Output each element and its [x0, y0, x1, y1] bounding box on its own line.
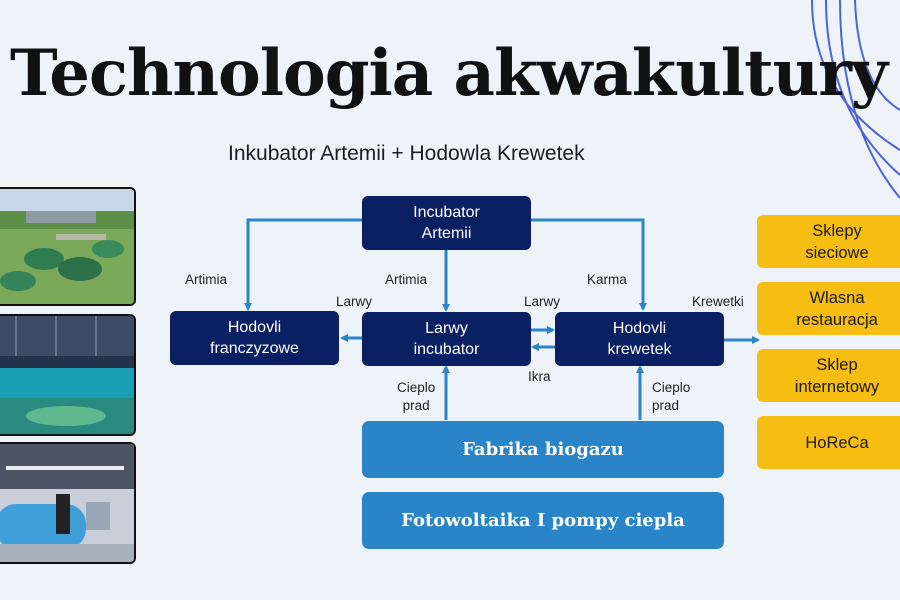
biogas-plant-bar: Fabrika biogazu — [362, 421, 724, 478]
label-krewetki: Krewetki — [692, 294, 744, 309]
label-cieplo-right: Cieplo prad — [652, 380, 691, 413]
label-artimia-mid: Artimia — [385, 272, 428, 287]
node-shrimp-farms: Hodovli krewetek — [555, 312, 724, 366]
label-larwy-right: Larwy — [524, 294, 561, 309]
node-larvae-incubator: Larwy incubator — [362, 312, 531, 366]
node-franchise-farms: Hodovli franczyzowe — [170, 311, 339, 365]
label-cieplo-left: Cieplo prad — [397, 380, 436, 413]
page-title: Technologia akwakultury — [10, 36, 888, 111]
hall-tanks-photo — [0, 442, 136, 564]
label-karma: Karma — [587, 272, 627, 287]
label-ikra: Ikra — [528, 369, 551, 384]
sales-online-store: Sklep internetowy — [757, 349, 900, 402]
indoor-pool-photo — [0, 314, 136, 436]
sales-chain-stores: Sklepy sieciowe — [757, 215, 900, 268]
label-larwy-left: Larwy — [336, 294, 373, 309]
page-subtitle: Inkubator Artemii + Hodowla Krewetek — [228, 142, 585, 165]
solar-heat-pumps-bar: Fotowoltaika I pompy ciepla — [362, 492, 724, 549]
node-artemia-incubator: Incubator Artemii — [362, 196, 531, 250]
sales-horeca: HoReCa — [757, 416, 900, 469]
sales-own-restaurant: Wlasna restauracja — [757, 282, 900, 335]
biogas-plant-aerial-photo — [0, 187, 136, 306]
label-artimia-left: Artimia — [185, 272, 228, 287]
